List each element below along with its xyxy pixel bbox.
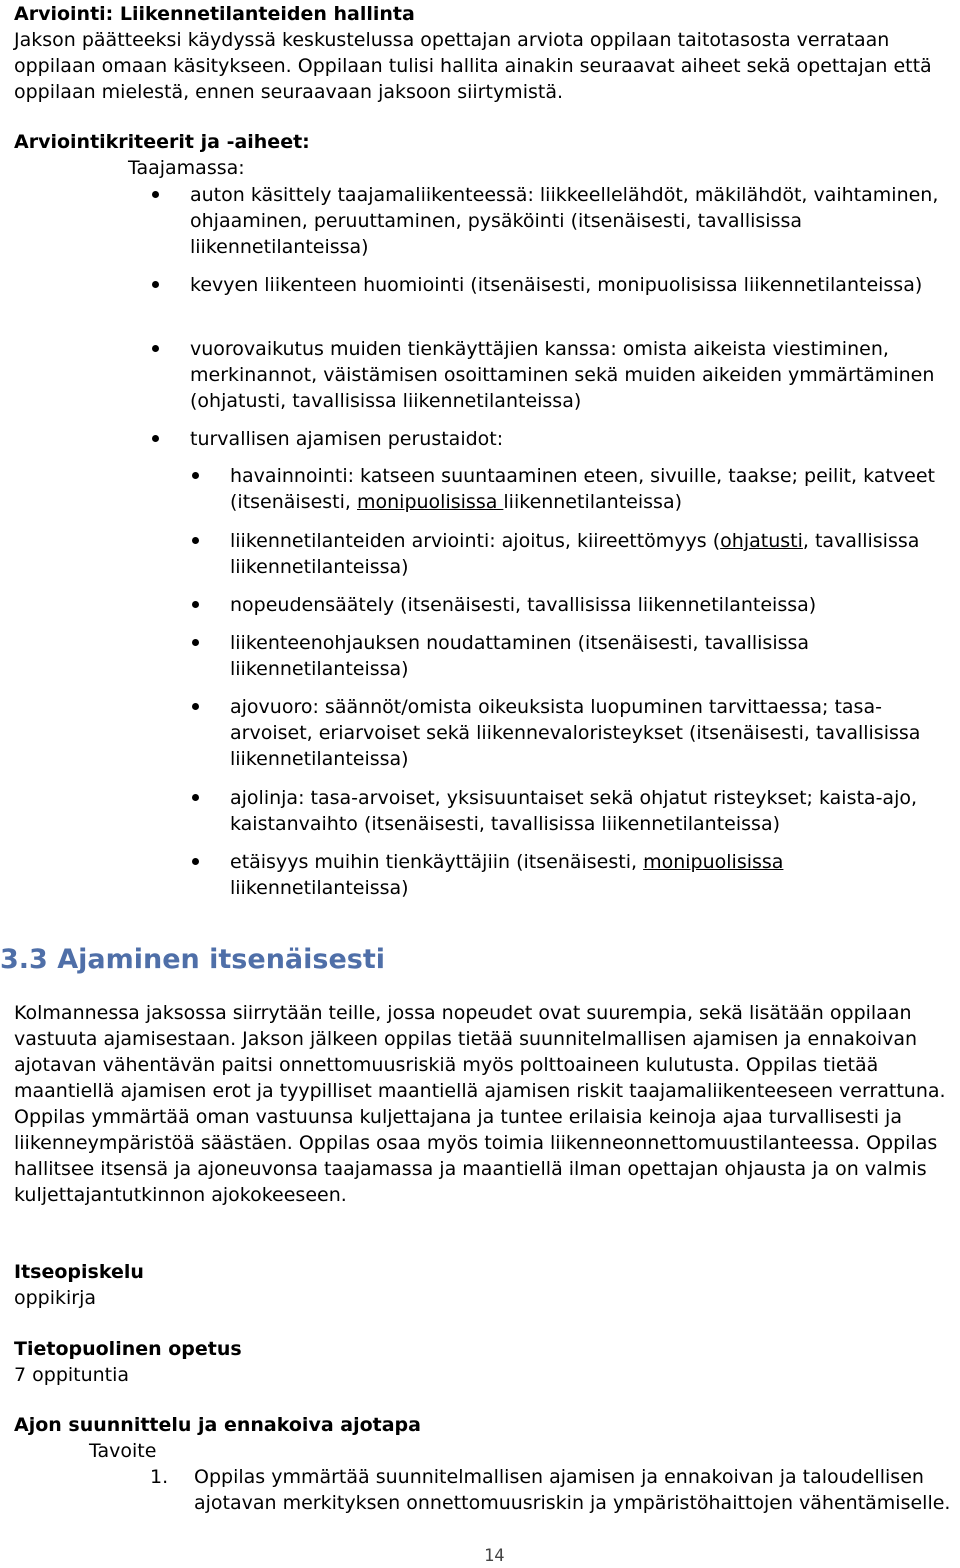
skill-item-text: liikennetilanteiden arviointi: ajoitus, kiireettömyys (ohjatusti, tavallisissa liikennetilanteissa) (230, 530, 920, 578)
skill-list-item (192, 592, 952, 618)
skill-item-text: nopeudensäätely (itsenäisesti, tavallisissa liikennetilanteissa) (230, 594, 817, 616)
criteria-item-text: vuorovaikutus muiden tienkäyttäjien kanssa: omista aikeista viestiminen, merkinannot, väistämisen osoittaminen sekä muiden aikeiden ymmärtäminen (ohjatusti, tavallisissa liikennetilanteissa) (190, 338, 935, 412)
skill-list-item (192, 630, 952, 682)
criteria-item-text: kevyen liikenteen huomiointi (itsenäisesti, monipuolisissa liikennetilanteissa) (190, 274, 923, 296)
assessment-intro-paragraph: Jakson päätteeksi käydyssä keskustelussa opettajan arviota oppilaan taitotasosta verrataan oppilaan omaan käsitykseen. Oppilaan tulisi hallita ainakin seuraavat aiheet sekä opettajan että oppilaan mielestä, ennen seuraavaan jaksoon siirtymistä. (14, 29, 932, 103)
section-heading-assessment: Arviointi: Liikennetilanteiden hallinta (14, 3, 415, 25)
criteria-heading: Arviointikriteerit ja -aiheet: (14, 131, 310, 153)
bullet-icon (152, 435, 159, 442)
bullet-icon (192, 858, 199, 865)
self-study-value: oppikirja (14, 1287, 97, 1309)
bullet-icon (152, 281, 159, 288)
criteria-item-text: turvallisen ajamisen perustaidot: (190, 428, 504, 450)
goal-list-item (150, 1464, 960, 1516)
skill-list-item (192, 785, 952, 837)
skill-list-item (192, 463, 952, 515)
self-study-heading: Itseopiskelu (14, 1261, 144, 1283)
criteria-list-item (152, 426, 952, 452)
bullet-icon (192, 537, 199, 544)
criteria-item-text: auton käsittely taajamaliikenteessä: liikkeellelähdöt, mäkilähdöt, vaihtaminen, ohjaaminen, peruuttaminen, pysäköinti (itsenäisesti, tavallisissa liikennetilanteissa) (190, 184, 939, 258)
goal-text: Oppilas ymmärtää suunnitelmallisen ajamisen ja ennakoivan ja taloudellisen ajotavan merkityksen onnettomuusriskin ja ympäristöhaittojen vähentämiselle. (194, 1466, 951, 1514)
page-number: 14 (484, 1546, 505, 1566)
bullet-icon (192, 639, 199, 646)
criteria-list-item (152, 336, 952, 414)
goal-label: Tavoite (89, 1440, 157, 1462)
bullet-icon (152, 345, 159, 352)
criteria-sublabel: Taajamassa: (128, 157, 245, 179)
bullet-icon (192, 472, 199, 479)
criteria-list-item (152, 272, 952, 298)
criteria-list-item (152, 182, 952, 260)
skill-item-text: ajolinja: tasa-arvoiset, yksisuuntaiset sekä ohjatut risteykset; kaista-ajo, kaistanvaihto (itsenäisesti, tavallisissa liikennetilanteissa) (230, 787, 918, 835)
goal-number: 1. (150, 1466, 169, 1488)
skill-item-text: liikenteenohjauksen noudattaminen (itsenäisesti, tavallisissa liikennetilanteissa) (230, 632, 810, 680)
theory-value: 7 oppituntia (14, 1364, 130, 1386)
skill-item-text: ajovuoro: säännöt/omista oikeuksista luopuminen tarvittaessa; tasa-arvoiset, eriarvoiset sekä liikennevaloristeykset (itsenäisesti, tavallisissa liikennetilanteissa) (230, 696, 921, 770)
section-heading-independent-driving: 3.3 Ajaminen itsenäisesti (0, 944, 386, 975)
bullet-icon (192, 703, 199, 710)
skill-list-item (192, 694, 952, 772)
skill-list-item (192, 849, 952, 901)
skill-list-item (192, 528, 952, 580)
bullet-icon (192, 794, 199, 801)
skill-item-text: havainnointi: katseen suuntaaminen eteen, sivuille, taakse; peilit, katveet (itsenäisesti, monipuolisissa liikennetilanteissa) (230, 465, 935, 513)
bullet-icon (192, 601, 199, 608)
skill-item-text: etäisyys muihin tienkäyttäjiin (itsenäisesti, monipuolisissa liikennetilanteissa) (230, 851, 784, 899)
bullet-icon (152, 191, 159, 198)
theory-heading: Tietopuolinen opetus (14, 1338, 242, 1360)
planning-heading: Ajon suunnittelu ja ennakoiva ajotapa (14, 1414, 421, 1436)
section-body-paragraph: Kolmannessa jaksossa siirrytään teille, jossa nopeudet ovat suurempia, sekä lisätään oppilaan vastuuta ajamisestaan. Jakson jälkeen oppilas tietää suunnitelmallisen ajamisen ja ennakoivan ajotavan vähentävän paitsi onnettomuusriskiä myös polttoaineen kulutusta. Oppilas tietää maantiellä ajamisen erot ja tyypilliset maantiellä ajamisen riskit taajamaliikenteeseen verrattuna. Oppilas ymmärtää oman vastuunsa kuljettajana ja tuntee erilaisia keinoja ajaa turvallisesti ja liikenneympäristöä säästäen. Oppilas osaa myös toimia liikenneonnettomuustilanteessa. Oppilas hallitsee itsensä ja ajoneuvonsa taajamassa ja maantiellä ilman opettajan ohjausta ja on valmis kuljettajantutkinnon ajokokeeseen. (14, 1002, 946, 1206)
